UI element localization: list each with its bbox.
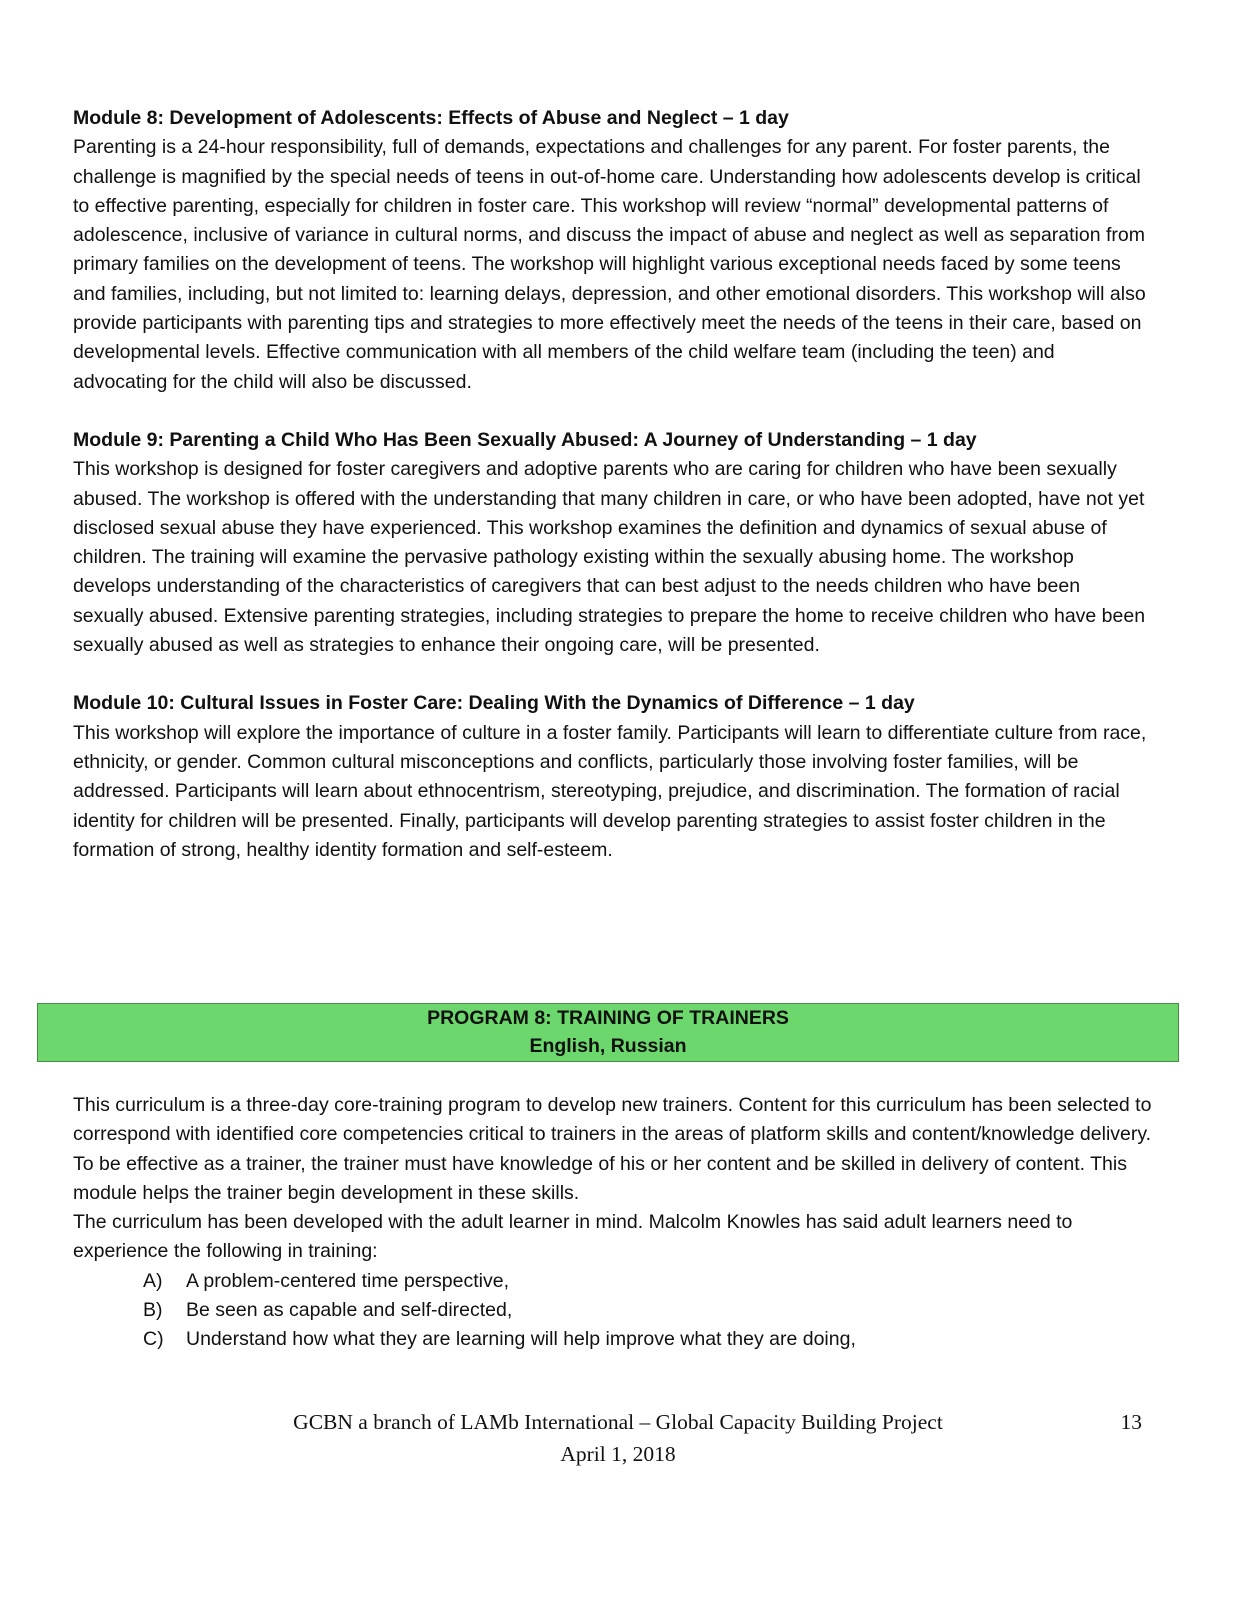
list-item — [73, 1325, 1153, 1354]
list-item-text: A problem-centered time perspective, — [186, 1269, 509, 1292]
module-description: Parenting is a 24-hour responsibility, full of demands, expectations and challenges for any parent. For foster parents, the challenge is magnified by the special needs of teens in out-of-home care. Understanding how adolescents develop is critical to effective parenting, especially for children in foster care. This workshop will review “normal” developmental patterns of adolescence, inclusive of variance in cultural norms, and discuss the impact of abuse and neglect as well as separation from primary families on the development of teens. The workshop will highlight various exceptional needs faced by some teens and families, including, but not limited to: learning delays, depression, and other emotional disorders. This workshop will also provide participants with parenting tips and strategies to more effectively meet the needs of the teens in their care, based on developmental levels. Effective communication with all members of the child welfare team (including the teen) and advocating for the child will also be discussed. — [73, 136, 1146, 393]
needs-list — [73, 1267, 1153, 1355]
list-marker: B) — [143, 1299, 163, 1322]
module-8 — [73, 104, 1153, 397]
page-footer — [0, 1406, 1236, 1470]
program-banner — [37, 1003, 1179, 1062]
program-paragraph: The curriculum has been developed with the adult learner in mind. Malcolm Knowles has said adult learners need to experience the following in training: — [73, 1211, 1073, 1263]
program-description — [73, 1091, 1153, 1355]
program-languages: English, Russian — [529, 1035, 687, 1057]
page-number: 13 — [1120, 1410, 1142, 1434]
module-title: Module 10: Cultural Issues in Foster Care: Dealing With the Dynamics of Difference – 1 day — [73, 692, 915, 715]
list-item-text: Understand how what they are learning will help improve what they are doing, — [186, 1328, 856, 1351]
list-marker: A) — [143, 1269, 163, 1292]
module-9 — [73, 426, 1153, 660]
list-item — [73, 1296, 1153, 1325]
module-title: Module 9: Parenting a Child Who Has Been Sexually Abused: A Journey of Understanding – 1 day — [73, 428, 977, 451]
module-10 — [73, 689, 1153, 865]
footer-date: April 1, 2018 — [560, 1442, 676, 1466]
list-item — [73, 1267, 1153, 1296]
module-title: Module 8: Development of Adolescents: Effects of Abuse and Neglect – 1 day — [73, 107, 789, 129]
modules-section — [73, 104, 1153, 894]
module-description: This workshop is designed for foster caregivers and adoptive parents who are caring for children who have been sexually abused. The workshop is offered with the understanding that many children in care, or who have been adopted, have not yet disclosed sexual abuse they have experienced. This workshop examines the definition and dynamics of sexual abuse of children. The training will examine the pervasive pathology existing within the sexually abusing home. The workshop develops understanding of the characteristics of caregivers that can best adjust to the needs children who have been sexually abused. Extensive parenting strategies, including strategies to prepare the home to receive children who have been sexually abused as well as strategies to enhance their ongoing care, will be presented. — [73, 458, 1146, 657]
footer-project: GCBN a branch of LAMb International – Global Capacity Building Project — [293, 1410, 943, 1434]
list-item-text: Be seen as capable and self-directed, — [186, 1299, 513, 1322]
program-paragraph: This curriculum is a three-day core-training program to develop new trainers. Content for this curriculum has been selected to correspond with identified core competencies critical to trainers in the areas of platform skills and content/knowledge delivery. To be effective as a trainer, the trainer must have knowledge of his or her content and be skilled in delivery of content. This module helps the trainer begin development in these skills. — [73, 1094, 1152, 1204]
program-title: PROGRAM 8: TRAINING OF TRAINERS — [427, 1007, 789, 1029]
list-marker: C) — [143, 1328, 164, 1351]
module-description: This workshop will explore the importance of culture in a foster family. Participants will learn to differentiate culture from race, ethnicity, or gender. Common cultural misconceptions and conflicts, particularly those involving foster families, will be addressed. Participants will learn about ethnocentrism, stereotyping, prejudice, and discrimination. The formation of racial identity for children will be presented. Finally, participants will develop parenting strategies to assist foster children in the formation of strong, healthy identity formation and self-esteem. — [73, 721, 1147, 861]
